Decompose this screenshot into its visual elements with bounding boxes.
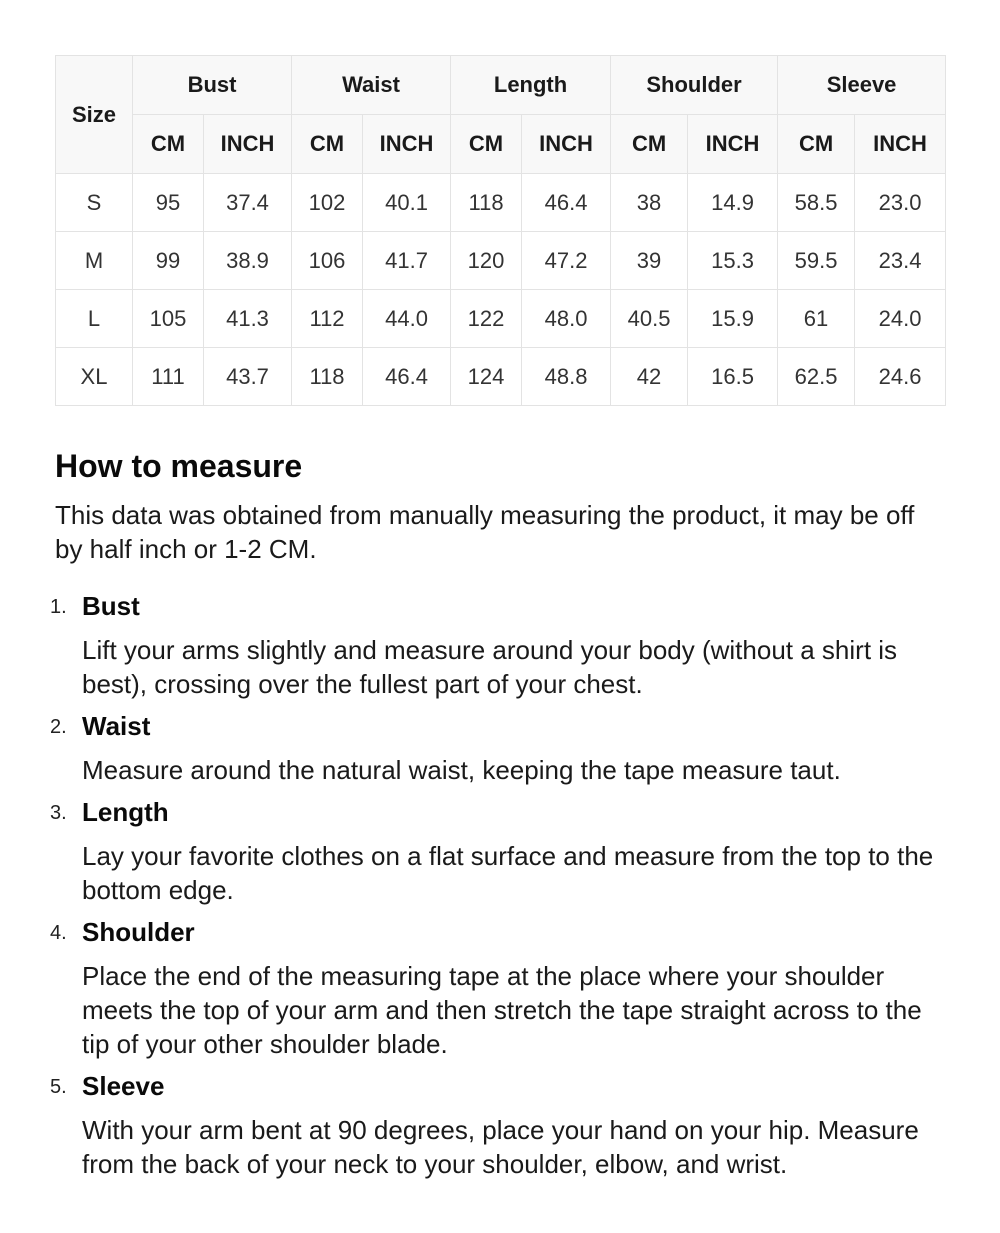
step-title: Length — [82, 797, 169, 827]
group-header-bust: Bust — [133, 56, 292, 115]
table-row — [56, 232, 946, 290]
table-cell: 95 — [133, 174, 204, 232]
step-title: Bust — [82, 591, 140, 621]
table-cell: 38.9 — [204, 232, 292, 290]
step-description: Measure around the natural waist, keeping the tape measure taut. — [82, 755, 841, 785]
step-number: 5. — [50, 1076, 67, 1098]
size-cell: XL — [56, 348, 133, 406]
table-cell: 112 — [292, 290, 363, 348]
step-description: Place the end of the measuring tape at the place where your shoulder meets the top of your arm and then stretch the tape straight across to the tip of your other shoulder blade. — [82, 961, 922, 1059]
group-header-waist: Waist — [292, 56, 451, 115]
table-cell: 14.9 — [688, 174, 778, 232]
table-cell: 40.1 — [363, 174, 451, 232]
table-cell: 46.4 — [363, 348, 451, 406]
table-cell: 24.0 — [855, 290, 946, 348]
table-row — [56, 174, 946, 232]
unit-header: INCH — [688, 115, 778, 174]
table-cell: 111 — [133, 348, 204, 406]
size-header: Size — [56, 56, 133, 174]
table-cell: 118 — [451, 174, 522, 232]
group-header-length: Length — [451, 56, 611, 115]
unit-header: CM — [451, 115, 522, 174]
table-cell: 38 — [611, 174, 688, 232]
step-number: 4. — [50, 922, 67, 944]
table-cell: 48.8 — [522, 348, 611, 406]
table-cell: 46.4 — [522, 174, 611, 232]
unit-header: INCH — [363, 115, 451, 174]
how-to-measure-heading: How to measure — [55, 448, 303, 484]
step-title: Waist — [82, 711, 151, 741]
table-cell: 41.3 — [204, 290, 292, 348]
size-cell: L — [56, 290, 133, 348]
unit-header: CM — [133, 115, 204, 174]
step-description: Lay your favorite clothes on a flat surface and measure from the top to the bottom edge. — [82, 841, 934, 905]
table-cell: 120 — [451, 232, 522, 290]
table-header-row-units — [56, 115, 946, 174]
table-row — [56, 348, 946, 406]
table-cell: 39 — [611, 232, 688, 290]
step-number: 1. — [50, 596, 67, 618]
table-cell: 99 — [133, 232, 204, 290]
size-chart-table — [55, 55, 946, 406]
table-cell: 48.0 — [522, 290, 611, 348]
table-row — [56, 290, 946, 348]
table-cell: 24.6 — [855, 348, 946, 406]
table-cell: 62.5 — [778, 348, 855, 406]
table-cell: 15.3 — [688, 232, 778, 290]
table-cell: 58.5 — [778, 174, 855, 232]
table-cell: 41.7 — [363, 232, 451, 290]
table-cell: 23.0 — [855, 174, 946, 232]
step-number: 2. — [50, 716, 67, 738]
table-cell: 59.5 — [778, 232, 855, 290]
unit-header: INCH — [522, 115, 611, 174]
step-title: Sleeve — [82, 1071, 165, 1101]
table-cell: 16.5 — [688, 348, 778, 406]
size-cell: S — [56, 174, 133, 232]
table-cell: 105 — [133, 290, 204, 348]
table-cell: 43.7 — [204, 348, 292, 406]
table-cell: 102 — [292, 174, 363, 232]
how-to-measure-intro: This data was obtained from manually measuring the product, it may be off by half inch or 1-2 CM. — [55, 500, 915, 564]
table-cell: 42 — [611, 348, 688, 406]
table-header-row-groups — [56, 56, 946, 115]
table-cell: 122 — [451, 290, 522, 348]
table-cell: 61 — [778, 290, 855, 348]
unit-header: INCH — [204, 115, 292, 174]
step-title: Shoulder — [82, 917, 195, 947]
unit-header: CM — [778, 115, 855, 174]
step-number: 3. — [50, 802, 67, 824]
table-cell: 37.4 — [204, 174, 292, 232]
table-cell: 118 — [292, 348, 363, 406]
size-cell: M — [56, 232, 133, 290]
unit-header: INCH — [855, 115, 946, 174]
step-description: With your arm bent at 90 degrees, place your hand on your hip. Measure from the back of your neck to your shoulder, elbow, and wrist. — [82, 1115, 919, 1179]
table-cell: 23.4 — [855, 232, 946, 290]
table-cell: 106 — [292, 232, 363, 290]
unit-header: CM — [292, 115, 363, 174]
table-cell: 47.2 — [522, 232, 611, 290]
table-cell: 15.9 — [688, 290, 778, 348]
table-cell: 44.0 — [363, 290, 451, 348]
group-header-sleeve: Sleeve — [778, 56, 946, 115]
table-cell: 124 — [451, 348, 522, 406]
step-description: Lift your arms slightly and measure around your body (without a shirt is best), crossing over the fullest part of your chest. — [82, 635, 898, 699]
unit-header: CM — [611, 115, 688, 174]
group-header-shoulder: Shoulder — [611, 56, 778, 115]
table-cell: 40.5 — [611, 290, 688, 348]
